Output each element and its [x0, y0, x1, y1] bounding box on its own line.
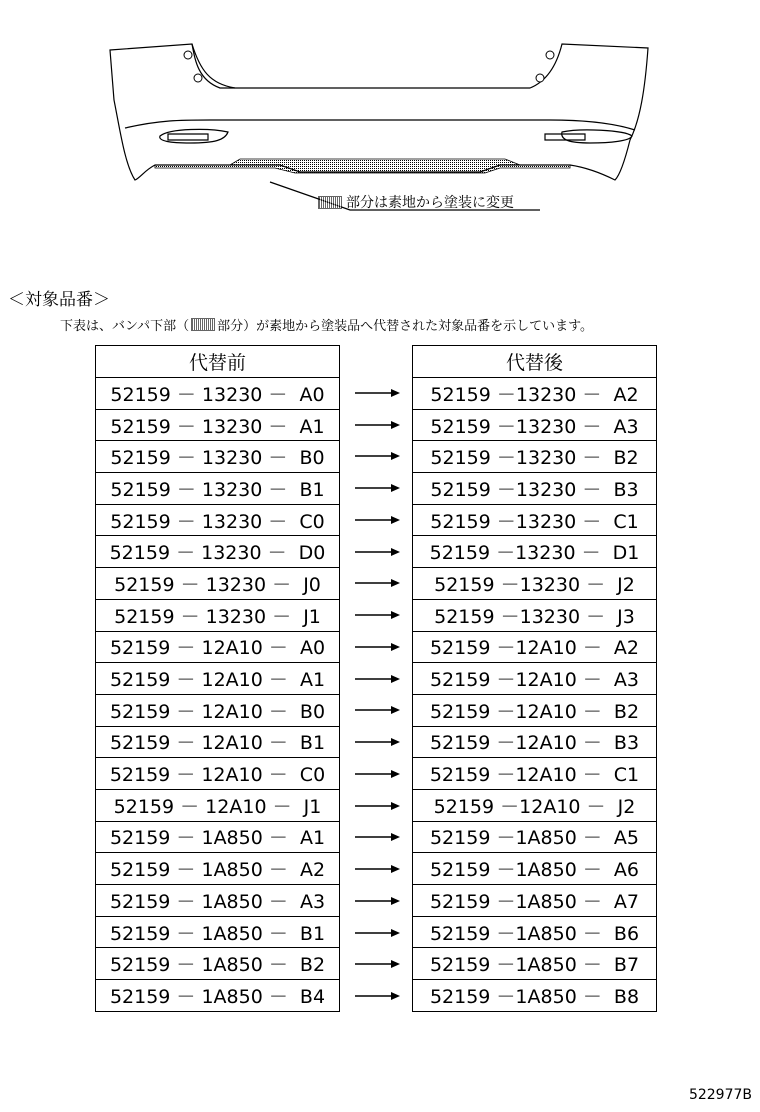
table-row — [413, 378, 657, 410]
arrow-right-icon — [355, 536, 400, 568]
table-row — [413, 694, 657, 726]
before-parts-table — [95, 345, 340, 1012]
table-row — [413, 821, 657, 853]
arrow-right-icon — [355, 409, 400, 441]
table-row — [96, 568, 340, 600]
figure-code: 522977B — [688, 1087, 752, 1103]
after-part-number: 52159 －12A10 － A3 — [413, 663, 657, 695]
arrow-right-icon — [355, 917, 400, 949]
table-row — [96, 378, 340, 410]
table-row — [96, 789, 340, 821]
before-part-number: 52159 － 13230 － B0 — [96, 441, 340, 473]
after-part-number: 52159 －13230 － D1 — [413, 536, 657, 568]
after-part-number: 52159 －1A850 － B6 — [413, 916, 657, 948]
before-part-number: 52159 － 13230 － B1 — [96, 473, 340, 505]
table-row — [413, 758, 657, 790]
table-row — [413, 916, 657, 948]
table-row — [96, 821, 340, 853]
arrow-right-icon — [355, 726, 400, 758]
table-row — [413, 599, 657, 631]
after-part-number: 52159 －13230 － A2 — [413, 378, 657, 410]
after-part-number: 52159 －12A10 － B3 — [413, 726, 657, 758]
table-row — [96, 726, 340, 758]
note-text-before: 下表は、バンパ下部（ — [60, 319, 190, 334]
after-part-number: 52159 －13230 － B2 — [413, 441, 657, 473]
table-row — [96, 441, 340, 473]
table-row — [413, 568, 657, 600]
arrow-right-icon — [355, 441, 400, 473]
painted-area-callout — [318, 192, 514, 212]
arrow-right-icon — [355, 885, 400, 917]
table-row — [96, 504, 340, 536]
arrow-right-icon — [355, 980, 400, 1012]
before-part-number: 52159 － 13230 － J1 — [96, 599, 340, 631]
arrow-right-icon — [355, 631, 400, 663]
table-row — [96, 473, 340, 505]
table-row — [413, 441, 657, 473]
before-part-number: 52159 － 1A850 － B2 — [96, 948, 340, 980]
arrow-right-icon — [355, 504, 400, 536]
note-text-after: 部分）が素地から塗装品へ代替された対象品番を示しています。 — [217, 319, 594, 334]
after-part-number: 52159 －1A850 － B8 — [413, 980, 657, 1012]
before-part-number: 52159 － 12A10 － B1 — [96, 726, 340, 758]
after-part-number: 52159 －12A10 － B2 — [413, 694, 657, 726]
hatch-swatch-icon — [191, 318, 215, 331]
arrow-right-icon — [355, 377, 400, 409]
table-row — [96, 885, 340, 917]
before-part-number: 52159 － 13230 － C0 — [96, 504, 340, 536]
table-row — [413, 409, 657, 441]
after-part-number: 52159 －13230 － J3 — [413, 599, 657, 631]
arrow-right-icon — [355, 822, 400, 854]
table-row — [96, 631, 340, 663]
before-header: 代替前 — [96, 346, 340, 378]
before-part-number: 52159 － 1A850 － A3 — [96, 885, 340, 917]
table-row — [413, 631, 657, 663]
table-row — [96, 409, 340, 441]
arrow-right-icon — [355, 758, 400, 790]
table-row — [96, 758, 340, 790]
arrow-right-icon — [355, 599, 400, 631]
arrow-right-icon — [355, 472, 400, 504]
table-row — [96, 663, 340, 695]
table-row — [96, 948, 340, 980]
before-part-number: 52159 － 12A10 － J1 — [96, 789, 340, 821]
hatch-swatch-icon — [318, 196, 342, 209]
table-row — [413, 948, 657, 980]
table-row — [413, 726, 657, 758]
before-part-number: 52159 － 13230 － D0 — [96, 536, 340, 568]
table-row — [96, 853, 340, 885]
after-part-number: 52159 －13230 － C1 — [413, 504, 657, 536]
after-part-number: 52159 －12A10 － C1 — [413, 758, 657, 790]
section-title: ＜対象品番＞ — [8, 290, 110, 310]
before-part-number: 52159 － 13230 － A1 — [96, 409, 340, 441]
arrow-right-icon — [355, 853, 400, 885]
table-row — [413, 536, 657, 568]
before-part-number: 52159 － 12A10 － A1 — [96, 663, 340, 695]
after-header: 代替後 — [413, 346, 657, 378]
table-note — [60, 315, 593, 334]
before-part-number: 52159 － 12A10 － C0 — [96, 758, 340, 790]
table-row — [96, 980, 340, 1012]
rear-bumper-illustration — [100, 0, 660, 220]
after-part-number: 52159 －12A10 － A2 — [413, 631, 657, 663]
table-row — [96, 916, 340, 948]
before-part-number: 52159 － 13230 － A0 — [96, 378, 340, 410]
before-part-number: 52159 － 13230 － J0 — [96, 568, 340, 600]
before-part-number: 52159 － 12A10 － A0 — [96, 631, 340, 663]
arrow-right-icon — [355, 568, 400, 600]
table-row — [96, 694, 340, 726]
table-row — [413, 663, 657, 695]
after-part-number: 52159 －12A10 － J2 — [413, 789, 657, 821]
before-part-number: 52159 － 1A850 － A1 — [96, 821, 340, 853]
arrow-right-icon — [355, 663, 400, 695]
after-part-number: 52159 －1A850 － B7 — [413, 948, 657, 980]
arrow-right-icon — [355, 695, 400, 727]
table-row — [413, 885, 657, 917]
before-part-number: 52159 － 1A850 － B4 — [96, 980, 340, 1012]
table-row — [413, 504, 657, 536]
arrow-column — [355, 377, 400, 1012]
after-parts-table — [412, 345, 657, 1012]
before-part-number: 52159 － 1A850 － A2 — [96, 853, 340, 885]
table-row — [413, 473, 657, 505]
callout-label: 部分は素地から塗装に変更 — [346, 195, 514, 211]
after-part-number: 52159 －13230 － J2 — [413, 568, 657, 600]
after-part-number: 52159 －1A850 － A7 — [413, 885, 657, 917]
table-row — [413, 853, 657, 885]
after-part-number: 52159 －13230 － A3 — [413, 409, 657, 441]
table-row — [96, 536, 340, 568]
before-part-number: 52159 － 1A850 － B1 — [96, 916, 340, 948]
after-part-number: 52159 －13230 － B3 — [413, 473, 657, 505]
table-row — [413, 980, 657, 1012]
table-row — [413, 789, 657, 821]
table-row — [96, 599, 340, 631]
after-part-number: 52159 －1A850 － A6 — [413, 853, 657, 885]
before-part-number: 52159 － 12A10 － B0 — [96, 694, 340, 726]
arrow-right-icon — [355, 790, 400, 822]
arrow-right-icon — [355, 949, 400, 981]
after-part-number: 52159 －1A850 － A5 — [413, 821, 657, 853]
